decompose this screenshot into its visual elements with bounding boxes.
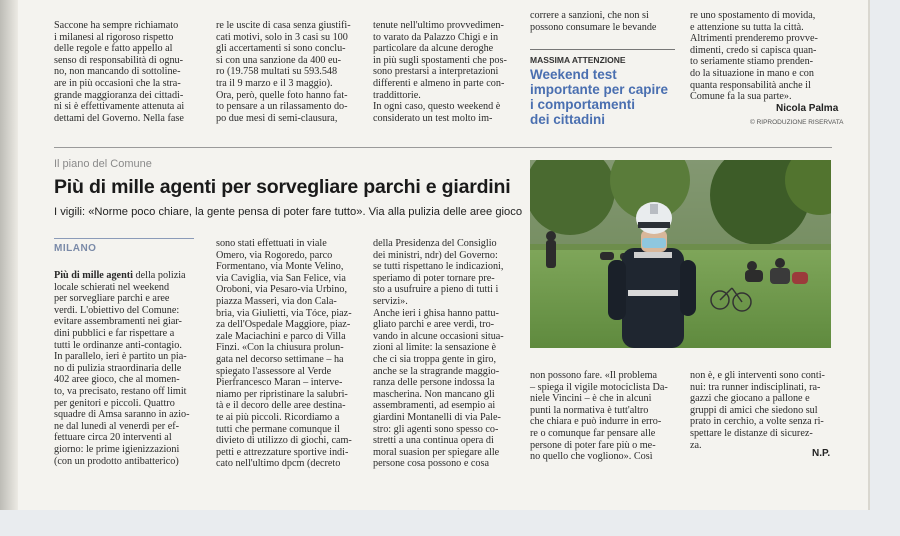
page-fold-shadow <box>0 0 18 510</box>
top-column-2 <box>216 0 362 132</box>
top-column-3-text: tenute nell'ultimo provvedimen- to varato da Palazzo Chigi e in particolare da alcune deroghe in più sugli spostamenti che pos- sono prestarsi a interpretazioni differenti e almeno in parte con- traddittorie. In ogni caso, questo weekend è considerato un test molto im- <box>373 20 507 124</box>
park-police-illustration <box>530 160 831 348</box>
article-location: MILANO <box>54 243 97 254</box>
top-column-1-text: Saccone ha sempre richiamato i milanesi al rigoroso rispetto delle regole e fatto appello al senso di responsabilità di ognu- no, non mancando di sottoline- are in più occasioni che la stra- grande maggioranza dei cittadi- ni si è effettivamente attenuta ai dettami del Governo. Nella fase <box>54 20 185 124</box>
sidebar-rule <box>530 49 675 50</box>
copyright-notice: © RIPRODUZIONE RISERVATA <box>750 119 844 126</box>
article-signature: N.P. <box>812 448 831 459</box>
article-column-1 <box>54 270 200 467</box>
article-column-2 <box>216 238 362 470</box>
top-column-4-text: correre a sanzioni, che non si possono consumare le bevande <box>530 10 657 33</box>
article-column-4-text: non possono fare. «Il problema – spiega il vigile motociclista Da- niele Vincini – è che in alcuni punti la normativa è tutt'altro che chiara e può indurre in erro- re o comunque far pensare alle persone di poter fare più o me- no quello che vogliono». Così <box>530 370 668 463</box>
top-signature: Nicola Palma <box>776 103 839 114</box>
top-column-1 <box>54 0 200 132</box>
location-rule <box>54 238 194 239</box>
article-column-2-text: sono stati effettuati in viale Omero, via Rogoredo, parco Formentano, via Monte Velino, via Caviglia, via San Felice, via Oroboni, via Pesaro-via Urbino, piazza Masseri, via don Cala- bria, via Giulietti, via Tóce, piaz- za dell'Ospedale Maggiore, piaz- zale Maciachini e parco di Villa Finzi. «Con la chiusura prolun- gata nel decorso settimane – ha spiegato l'assessore al Verde Pierfrancesco Maran – interve- niamo per ripristinare la salubri- tà e il decoro delle aree destina- te ai più piccoli. Ricordiamo a tutti che permane comunque il divieto di utilizzo di giochi, cam- petti e attrezzature sportive indi- cato nell'ultimo dpcm (decreto <box>216 238 352 470</box>
sidebar-title: Weekend test importante per capire i comportamenti dei cittadini <box>530 67 669 127</box>
top-column-2-text: re le uscite di casa senza giustifi- cati motivi, solo in 3 casi su 100 gli accertamenti si sono conclu- si con una sanzione da 400 eu- ro (19.758 multati su 593.548 tra il 9 marzo e il 3 maggio). Ora, però, quelle foto hanno fat- to pensare a un rilassamento do- po due mesi di semi-clausura, <box>216 20 351 124</box>
section-divider <box>54 147 832 148</box>
sidebar-label: MASSIMA ATTENZIONE <box>530 55 626 65</box>
viewer-bottom-bar <box>0 510 900 536</box>
article-column-4 <box>530 370 676 463</box>
top-column-3 <box>373 0 519 132</box>
article-column-3 <box>373 238 519 470</box>
article-column-1-text <box>54 270 200 467</box>
top-column-5-text: re uno spostamento di movida, e attenzione su tutta la città. Altrimenti prenderemo provve- dimenti, credo si capisca quan- to seriamente stiamo prenden- do la situazione in mano e con quanta responsabilità anche il Comune fa la sua parte». <box>690 10 818 103</box>
article-column-1-body: della polizia locale schierati nel weekend per sorvegliare parchi e aree verdi. L'obiettivo del Comune: evitare assembramenti nei giar- dini pubblici e far rispettare a tutti le ordinanze anti-contagio. In parallelo, ieri è partito un pia- no di pulizia straordinaria delle 402 aree gioco, che al momen- to, va precisato, restano off limit per genitori e piccoli. Quattro squadre di Amsa saranno in azio- ne dal lunedì al venerdì per ef- fettuare circa 20 interventi al giorno: le prime igienizzazioni (con un prodotto antibatterico) <box>54 270 190 467</box>
article-photo <box>530 160 831 348</box>
article-column-5 <box>690 370 836 451</box>
article-rubric: Il piano del Comune <box>54 158 152 170</box>
article-lead-bold: Più di mille agenti <box>54 270 133 281</box>
article-column-3-text: della Presidenza del Consiglio dei ministri, ndr) del Governo: se tutti rispettano le indicazioni, speriamo di poter tornare pre- sto a usufruire a pieno di tutti i servizi». Anche ieri i ghisa hanno pattu- gliato parchi e aree verdi, tro- vando in alcune occasioni situa- zioni al limite: la sensazione è che ci sia troppa gente in giro, anche se la stragrande maggio- ranza delle persone indossa la mascherina. Non mancano gli assembramenti, ad esempio ai giardini Montanelli di via Pale- stro: gli agenti sono spesso co- stretti a una continua opera di moral suasion per spiegare alle persone cosa possono e cosa <box>373 238 504 470</box>
article-subhead: I vigili: «Norme poco chiare, la gente pensa di poter fare tutto». Via alla pulizia delle aree gioco <box>54 206 523 218</box>
article-headline: Più di mille agenti per sorvegliare parchi e giardini <box>54 176 511 198</box>
article-column-5-text: non è, e gli interventi sono conti- nui: tra runner indisciplinati, ra- gazzi che giocano a pallone e gruppi di amici che siedono sul prato in cerchio, a volte senza ri- spettare le distanze di sicurez- za. <box>690 370 825 451</box>
